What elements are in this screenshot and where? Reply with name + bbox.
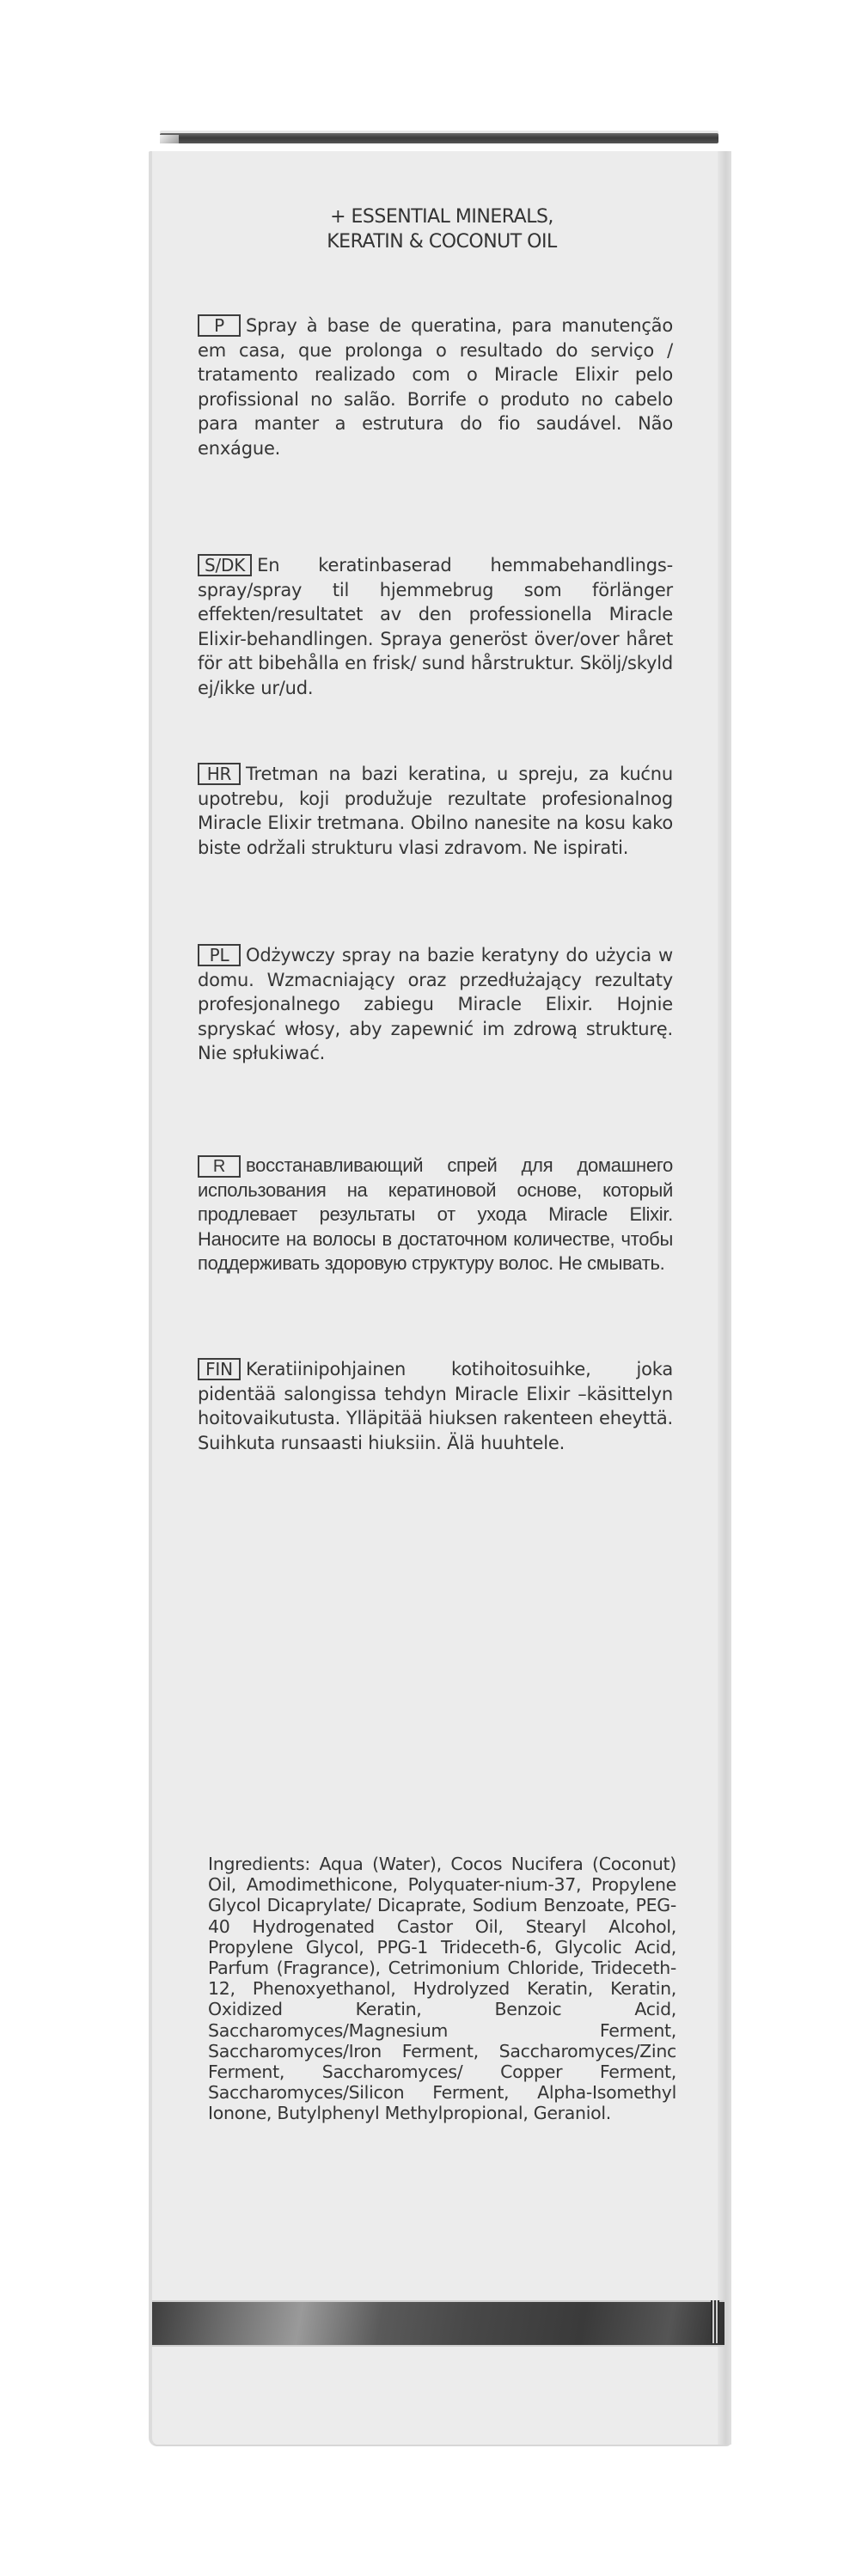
- description-text: Odżywczy spray na bazie keratyny do użycia w domu. Wzmacniający oraz przedłużający rezultaty profesjonalnego zabiegu Miracle Elixir. Hojnie spryskać włosy, aby zapewnić im zdrową strukturę. Nie spłukiwać.: [198, 945, 673, 1063]
- language-badge-s-dk: S/DK: [198, 554, 252, 576]
- box-top-flap: [160, 133, 718, 143]
- description-text: Tretman na bazi keratina, u spreju, za kućnu upotrebu, koji produžuje rezultate profesionalnog Miracle Elixir tretmana. Obilno nanesite na kosu kako biste održali strukturu vlasi zdravom. Ne ispirati.: [198, 764, 673, 858]
- description-croatian: [198, 762, 673, 860]
- language-badge-hr: HR: [198, 763, 241, 785]
- description-finnish: [198, 1357, 673, 1455]
- description-russian: [198, 1154, 673, 1276]
- metallic-band-edge: [711, 2300, 719, 2343]
- product-box-side-panel: [149, 151, 731, 2446]
- description-text: Keratiinipohjainen kotihoitosuihke, joka pidentää salongissa tehdyn Miracle Elixir –käsittelyn hoitovaikutusta. Ylläpitää hiuksen rakenteen eheyttä. Suihkuta runsaasti hiuksiin. Älä huuhtele.: [198, 1359, 673, 1453]
- ingredients-list: Ingredients: Aqua (Water), Cocos Nucifera (Coconut) Oil, Amodimethicone, Polyquater-nium-37, Propylene Glycol Dicaprylate/ Dicaprate, Sodium Benzoate, PEG-40 Hydrogenated Castor Oil, Stearyl Alcohol, Propylene Glycol, PPG-1 Trideceth-6, Glycolic Acid, Parfum (Fragrance), Cetrimonium Chloride, Trideceth-12, Phenoxyethanol, Hydrolyzed Keratin, Keratin, Oxidized Keratin, Benzoic Acid, Saccharomyces/Magnesium Ferment, Saccharomyces/Iron Ferment, Saccharomyces/Zinc Ferment, Saccharomyces/ Copper Ferment, Saccharomyces/Silicon Ferment, Alpha-Isomethyl Ionone, Butylphenyl Methylpropional, Geraniol.: [208, 1854, 676, 2124]
- box-edge-shading: [718, 151, 731, 2445]
- header-line-2: KERATIN & COCONUT OIL: [327, 231, 557, 253]
- description-text: восстанавливающий спрей для домашнего использования на кератиновой основе, который продлевает результаты от ухода Miracle Elixir. Наносите на волосы в достаточном количестве, чтобы поддерживать здоровую структуру волос. Не смывать.: [198, 1154, 673, 1274]
- description-portuguese: [198, 314, 673, 460]
- language-badge-pl: PL: [198, 944, 241, 966]
- language-badge-r: R: [198, 1155, 241, 1178]
- description-swedish-danish: [198, 553, 673, 700]
- header-line-1: + ESSENTIAL MINERALS,: [330, 206, 553, 228]
- product-claim-header: [152, 204, 731, 254]
- description-polish: [198, 943, 673, 1066]
- metallic-foil-band: [152, 2300, 724, 2347]
- box-flap-tip: [160, 135, 179, 143]
- language-badge-p: P: [198, 314, 241, 337]
- description-text: En keratinbaserad hemmabehandlings-spray/spray til hjemmebrug som förlänger effekten/resultatet av den professionella Miracle Elixir-behandlingen. Spraya generöst över/over håret för att bibehålla en frisk/ sund hårstruktur. Skölj/skyld ej/ikke ur/ud.: [198, 555, 673, 698]
- description-text: Spray à base de queratina, para manutenção em casa, que prolonga o resultado do serviço / tratamento realizado com o Miracle Elixir pelo profissional no salão. Borrife o produto no cabelo para manter a estrutura do fio saudável. Não enxágue.: [198, 315, 673, 459]
- language-badge-fin: FIN: [198, 1358, 241, 1380]
